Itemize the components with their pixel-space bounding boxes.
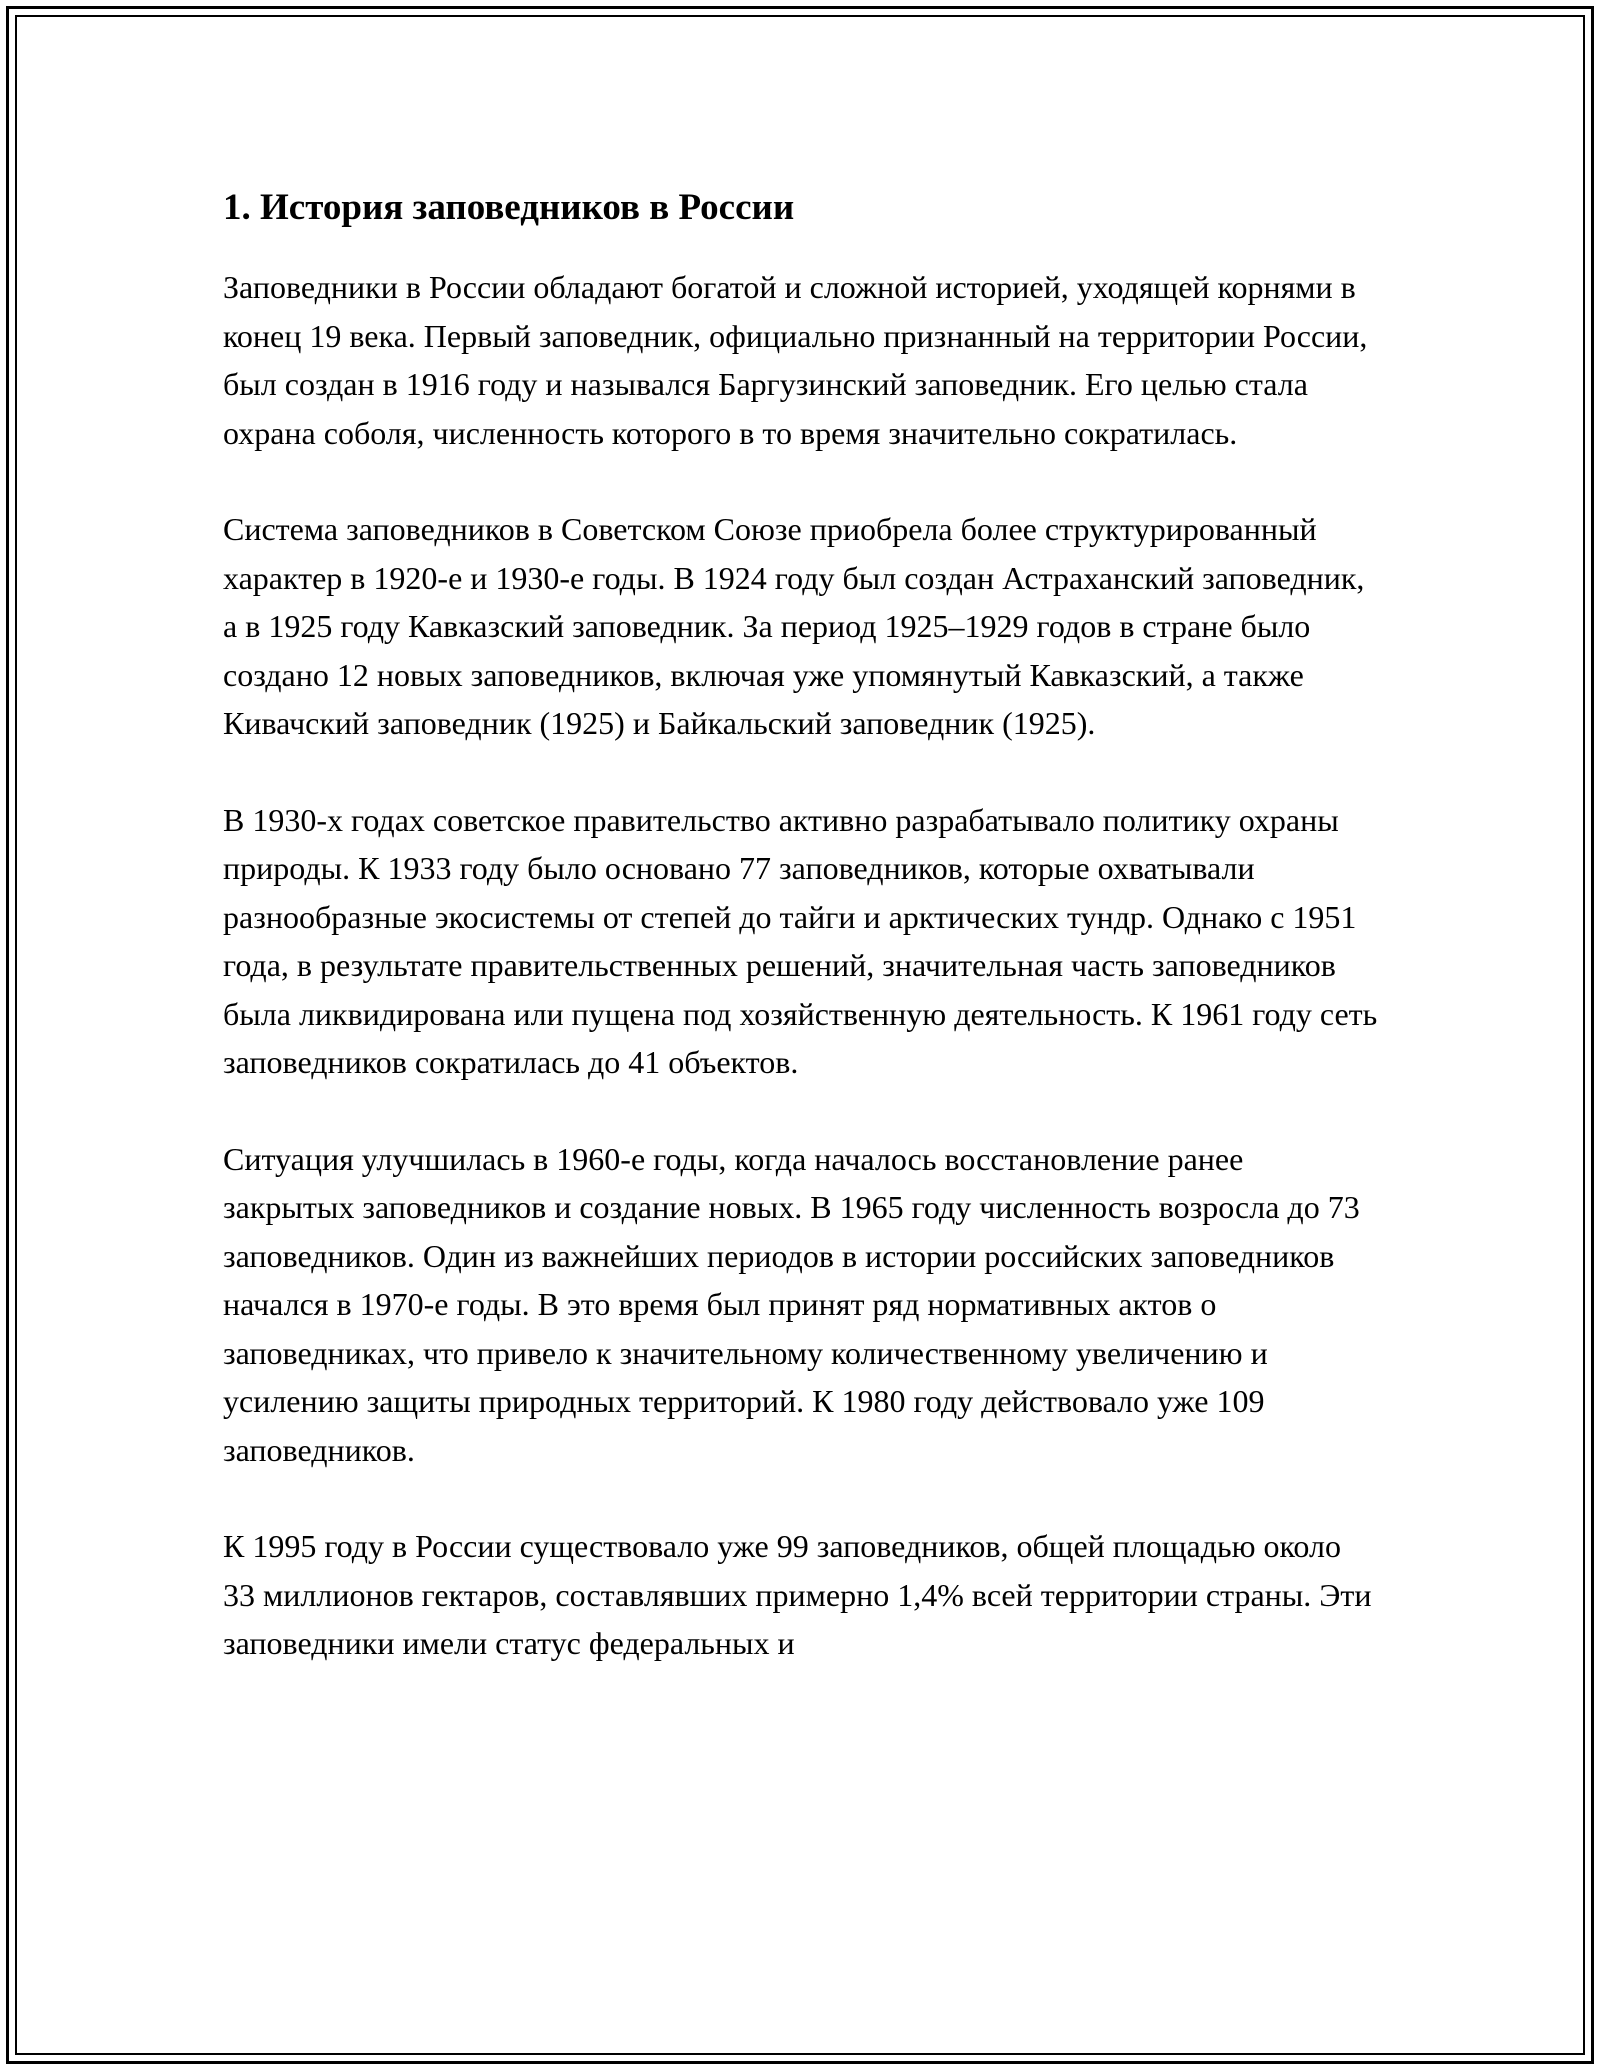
paragraph-4: Ситуация улучшилась в 1960-е годы, когда началось восстановление ранее закрытых заповедников и создание новых. В 1965 году численность возросла до 73 заповедников. Один из важнейших периодов в истории российских заповедников начался в 1970-е годы. В это время был принят ряд нормативных актов о заповедниках, что привело к значительному количественному увеличению и усилению защиты природных территорий. К 1980 году действовало уже 109 заповедников.	[223, 1140, 1360, 1468]
paragraph-1: Заповедники в России обладают богатой и сложной историей, уходящей корнями в конец 19 века. Первый заповедник, официально признанный на территории России, был создан в 1916 году и назывался Баргузинский заповедник. Его целью стала охрана соболя, численность которого в то время значительно сократилась.	[223, 269, 1368, 451]
document-body	[223, 183, 1378, 1716]
section-heading: 1. История заповедников в России	[223, 187, 795, 228]
paragraph-5: К 1995 году в России существовало уже 99 заповедников, общей площадью около 33 миллионов гектаров, составлявших примерно 1,4% всей территории страны. Эти заповедники имели статус федеральных и	[223, 1528, 1372, 1661]
paragraph-2: Система заповедников в Советском Союзе приобрела более структурированный характер в 1920-е и 1930-е годы. В 1924 году был создан Астраханский заповедник, а в 1925 году Кавказский заповедник. За период 1925–1929 годов в стране было создано 12 новых заповедников, включая уже упомянутый Кавказский, а также Кивачский заповедник (1925) и Байкальский заповедник (1925).	[223, 511, 1365, 741]
paragraph-3: В 1930-х годах советское правительство активно разрабатывало политику охраны природы. К 1933 году было основано 77 заповедников, которые охватывали разнообразные экосистемы от степей до тайги и арктических тундр. Однако с 1951 года, в результате правительственных решений, значительная часть заповедников была ликвидирована или пущена под хозяйственную деятельность. К 1961 году сеть заповедников сократилась до 41 объектов.	[223, 801, 1378, 1080]
